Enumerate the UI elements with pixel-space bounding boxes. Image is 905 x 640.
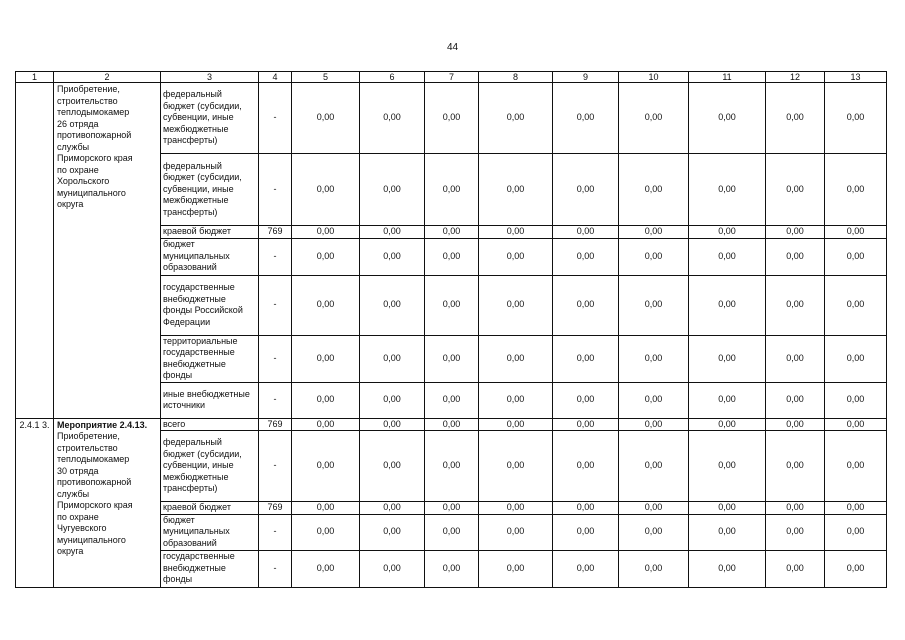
- value-cell: 0,00: [825, 238, 887, 275]
- value-cell: 0,00: [766, 275, 825, 335]
- value-cell: 0,00: [689, 550, 766, 587]
- value-cell: 0,00: [553, 83, 619, 154]
- value-cell: 0,00: [425, 550, 479, 587]
- value-cell: 0,00: [360, 154, 425, 226]
- measure-name-line: Приобретение,: [57, 431, 120, 441]
- value-cell: 0,00: [292, 418, 360, 431]
- value-cell: 0,00: [479, 238, 553, 275]
- page-number: 44: [446, 42, 459, 53]
- value-cell: 0,00: [766, 418, 825, 431]
- value-cell: 0,00: [553, 431, 619, 502]
- value-cell: 0,00: [689, 514, 766, 550]
- value-cell: 0,00: [689, 431, 766, 502]
- header-cell: 3: [161, 72, 259, 83]
- value-cell: 0,00: [360, 83, 425, 154]
- funding-source: краевой бюджет: [161, 502, 259, 515]
- funding-source: краевой бюджет: [161, 226, 259, 239]
- value-cell: 0,00: [689, 238, 766, 275]
- header-cell: 6: [360, 72, 425, 83]
- value-cell: 0,00: [766, 514, 825, 550]
- budget-code: 769: [259, 418, 292, 431]
- measure-name-line: службы: [57, 488, 90, 499]
- measure-name-line: противопожарной: [57, 477, 132, 487]
- value-cell: 0,00: [766, 154, 825, 226]
- table-row: [16, 418, 887, 431]
- value-cell: 0,00: [292, 275, 360, 335]
- header-cell: 13: [825, 72, 887, 83]
- measure-name-line: 26 отряда: [57, 118, 99, 129]
- value-cell: 0,00: [360, 514, 425, 550]
- value-cell: 0,00: [292, 154, 360, 226]
- header-cell: 8: [479, 72, 553, 83]
- measure-name-line: Приморского края: [57, 500, 133, 510]
- value-cell: 0,00: [553, 514, 619, 550]
- funding-source: государственные внебюджетные фонды Российской Федерации: [161, 275, 259, 335]
- value-cell: 0,00: [553, 154, 619, 226]
- value-cell: 0,00: [619, 550, 689, 587]
- funding-source: государственные внебюджетные фонды: [161, 550, 259, 587]
- row-code: [16, 83, 54, 419]
- header-cell: 12: [766, 72, 825, 83]
- value-cell: 0,00: [292, 335, 360, 382]
- value-cell: 0,00: [360, 550, 425, 587]
- value-cell: 0,00: [619, 514, 689, 550]
- value-cell: 0,00: [825, 514, 887, 550]
- value-cell: 0,00: [425, 382, 479, 418]
- value-cell: 0,00: [619, 418, 689, 431]
- value-cell: 0,00: [360, 502, 425, 515]
- value-cell: 0,00: [360, 382, 425, 418]
- measure-name-line: службы: [57, 141, 90, 152]
- measure-name-line: строительство: [57, 442, 118, 453]
- value-cell: 0,00: [825, 418, 887, 431]
- value-cell: 0,00: [425, 226, 479, 239]
- funding-source: федеральный бюджет (субсидии, субвенции, иные межбюджетные трансферты): [161, 154, 259, 226]
- budget-code: -: [259, 154, 292, 226]
- value-cell: 0,00: [825, 275, 887, 335]
- budget-code: -: [259, 431, 292, 502]
- value-cell: 0,00: [689, 382, 766, 418]
- header-cell: 11: [689, 72, 766, 83]
- measure-name-line: Приморского края: [57, 153, 133, 163]
- value-cell: 0,00: [360, 226, 425, 239]
- value-cell: 0,00: [766, 335, 825, 382]
- funding-source: всего: [161, 418, 259, 431]
- budget-code: -: [259, 238, 292, 275]
- value-cell: 0,00: [425, 502, 479, 515]
- row-code: 2.4.1 3.: [16, 418, 54, 587]
- value-cell: 0,00: [689, 275, 766, 335]
- value-cell: 0,00: [553, 335, 619, 382]
- value-cell: 0,00: [553, 238, 619, 275]
- value-cell: 0,00: [292, 226, 360, 239]
- value-cell: 0,00: [479, 382, 553, 418]
- value-cell: 0,00: [689, 335, 766, 382]
- value-cell: 0,00: [425, 418, 479, 431]
- measure-name-line: муниципального: [57, 534, 126, 545]
- funding-source: бюджет муниципальных образований: [161, 514, 259, 550]
- header-cell: 7: [425, 72, 479, 83]
- value-cell: 0,00: [292, 382, 360, 418]
- value-cell: 0,00: [553, 226, 619, 239]
- measure-name-line: округа: [57, 546, 84, 556]
- value-cell: 0,00: [825, 83, 887, 154]
- value-cell: 0,00: [479, 335, 553, 382]
- value-cell: 0,00: [766, 431, 825, 502]
- value-cell: 0,00: [425, 83, 479, 154]
- measure-name-line: противопожарной: [57, 130, 132, 140]
- value-cell: 0,00: [292, 238, 360, 275]
- value-cell: 0,00: [619, 382, 689, 418]
- value-cell: 0,00: [292, 502, 360, 515]
- value-cell: 0,00: [292, 514, 360, 550]
- measure-name-line: строительство: [57, 95, 118, 106]
- measure-name-line: муниципального: [57, 187, 126, 198]
- value-cell: 0,00: [479, 550, 553, 587]
- value-cell: 0,00: [825, 335, 887, 382]
- value-cell: 0,00: [360, 275, 425, 335]
- value-cell: 0,00: [479, 154, 553, 226]
- value-cell: 0,00: [553, 382, 619, 418]
- funding-source: территориальные государственные внебюджетные фонды: [161, 335, 259, 382]
- measure-title: Мероприятие 2.4.13.: [57, 419, 148, 430]
- budget-code: -: [259, 514, 292, 550]
- value-cell: 0,00: [825, 502, 887, 515]
- value-cell: 0,00: [766, 238, 825, 275]
- measure-name-line: Чугуевского: [57, 523, 107, 533]
- budget-code: 769: [259, 226, 292, 239]
- value-cell: 0,00: [479, 514, 553, 550]
- table-row: [16, 83, 887, 154]
- header-row: [16, 72, 887, 83]
- value-cell: 0,00: [292, 550, 360, 587]
- value-cell: 0,00: [825, 154, 887, 226]
- value-cell: 0,00: [619, 431, 689, 502]
- value-cell: 0,00: [766, 550, 825, 587]
- value-cell: 0,00: [425, 431, 479, 502]
- value-cell: 0,00: [689, 154, 766, 226]
- value-cell: 0,00: [360, 335, 425, 382]
- value-cell: 0,00: [825, 550, 887, 587]
- value-cell: 0,00: [619, 154, 689, 226]
- header-cell: 1: [16, 72, 54, 83]
- value-cell: 0,00: [479, 275, 553, 335]
- value-cell: 0,00: [425, 275, 479, 335]
- measure-name-line: Хорольского: [57, 176, 110, 186]
- value-cell: 0,00: [360, 431, 425, 502]
- measure-name-line: 30 отряда: [57, 465, 99, 476]
- value-cell: 0,00: [553, 502, 619, 515]
- value-cell: 0,00: [766, 382, 825, 418]
- value-cell: 0,00: [553, 275, 619, 335]
- value-cell: 0,00: [619, 502, 689, 515]
- value-cell: 0,00: [766, 226, 825, 239]
- budget-code: -: [259, 83, 292, 154]
- measure-name: [54, 83, 161, 419]
- value-cell: 0,00: [479, 502, 553, 515]
- value-cell: 0,00: [766, 83, 825, 154]
- funding-source: федеральный бюджет (субсидии, субвенции, иные межбюджетные трансферты): [161, 431, 259, 502]
- measure-name-line: по охране: [57, 164, 99, 175]
- measure-name-line: округа: [57, 199, 84, 209]
- value-cell: 0,00: [360, 418, 425, 431]
- header-cell: 2: [54, 72, 161, 83]
- value-cell: 0,00: [360, 238, 425, 275]
- budget-code: 769: [259, 502, 292, 515]
- budget-code: -: [259, 335, 292, 382]
- value-cell: 0,00: [689, 418, 766, 431]
- header-cell: 9: [553, 72, 619, 83]
- value-cell: 0,00: [479, 83, 553, 154]
- value-cell: 0,00: [479, 431, 553, 502]
- measure-name: [54, 418, 161, 587]
- value-cell: 0,00: [689, 83, 766, 154]
- value-cell: 0,00: [825, 226, 887, 239]
- value-cell: 0,00: [425, 238, 479, 275]
- value-cell: 0,00: [425, 514, 479, 550]
- budget-table: [15, 71, 887, 588]
- measure-name-line: Приобретение,: [57, 84, 120, 94]
- measure-name-line: теплодымокамер: [57, 107, 130, 117]
- value-cell: 0,00: [619, 335, 689, 382]
- funding-source: иные внебюджетные источники: [161, 382, 259, 418]
- value-cell: 0,00: [766, 502, 825, 515]
- header-cell: 5: [292, 72, 360, 83]
- value-cell: 0,00: [825, 382, 887, 418]
- header-cell: 4: [259, 72, 292, 83]
- value-cell: 0,00: [619, 83, 689, 154]
- budget-code: -: [259, 550, 292, 587]
- value-cell: 0,00: [619, 238, 689, 275]
- value-cell: 0,00: [479, 418, 553, 431]
- funding-source: федеральный бюджет (субсидии, субвенции, иные межбюджетные трансферты): [161, 83, 259, 154]
- budget-code: -: [259, 382, 292, 418]
- header-cell: 10: [619, 72, 689, 83]
- value-cell: 0,00: [689, 502, 766, 515]
- value-cell: 0,00: [425, 335, 479, 382]
- value-cell: 0,00: [292, 431, 360, 502]
- value-cell: 0,00: [689, 226, 766, 239]
- measure-name-line: теплодымокамер: [57, 454, 130, 464]
- budget-code: -: [259, 275, 292, 335]
- value-cell: 0,00: [619, 226, 689, 239]
- value-cell: 0,00: [619, 275, 689, 335]
- funding-source: бюджет муниципальных образований: [161, 238, 259, 275]
- value-cell: 0,00: [425, 154, 479, 226]
- value-cell: 0,00: [553, 418, 619, 431]
- value-cell: 0,00: [825, 431, 887, 502]
- value-cell: 0,00: [292, 83, 360, 154]
- value-cell: 0,00: [553, 550, 619, 587]
- value-cell: 0,00: [479, 226, 553, 239]
- measure-name-line: по охране: [57, 511, 99, 522]
